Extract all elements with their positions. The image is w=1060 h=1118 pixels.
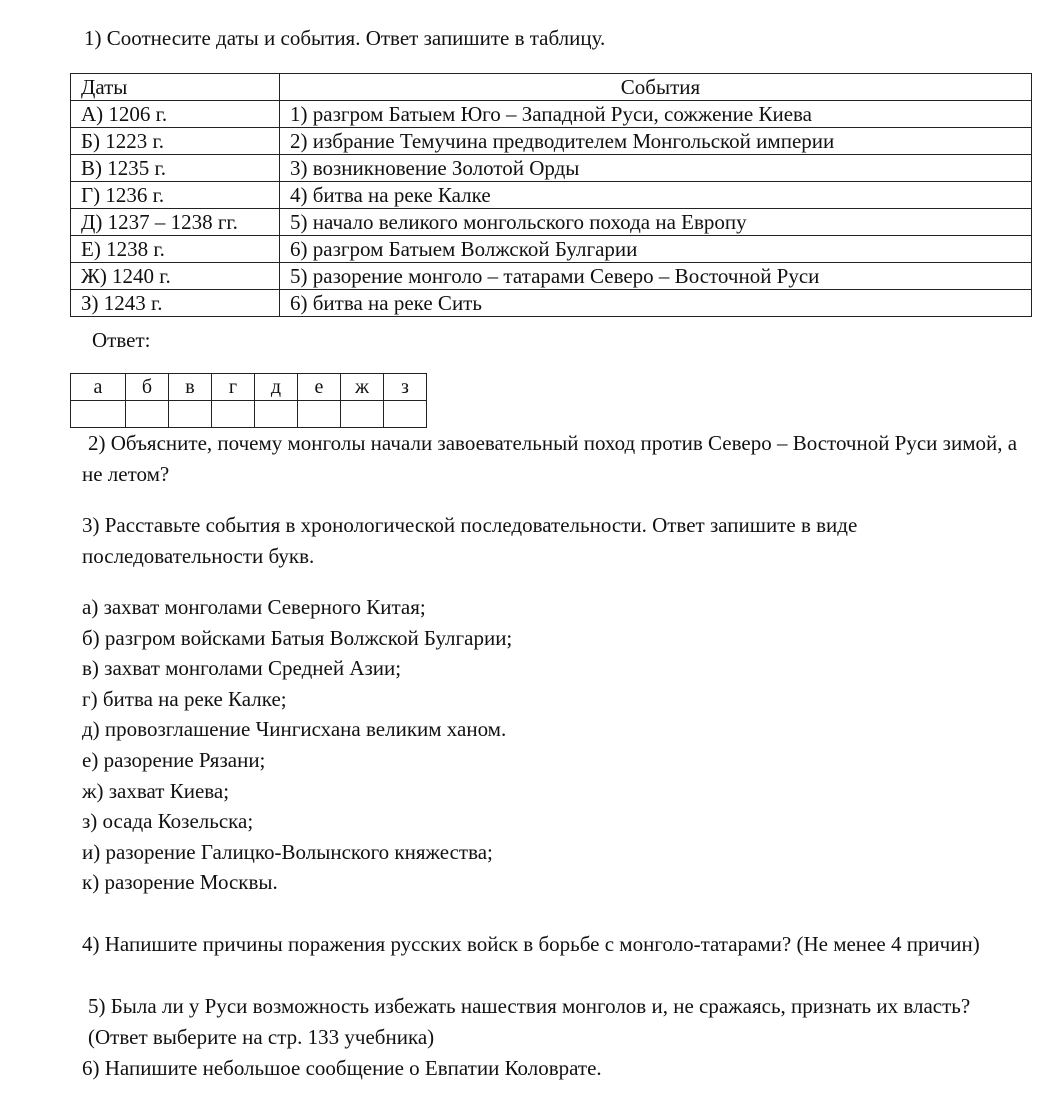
answer-cell[interactable] bbox=[298, 401, 341, 428]
event-cell: 3) возникновение Золотой Орды bbox=[280, 155, 1032, 182]
answer-cell[interactable] bbox=[384, 401, 427, 428]
list-item: б) разгром войсками Батыя Волжской Булгарии; bbox=[82, 625, 513, 650]
answer-label: Ответ: bbox=[92, 328, 151, 352]
list-item: е) разорение Рязани; bbox=[82, 747, 266, 772]
header-dates: Даты bbox=[71, 74, 280, 101]
answer-table bbox=[70, 373, 427, 428]
date-cell: А) 1206 г. bbox=[71, 101, 280, 128]
answer-letter: а bbox=[71, 374, 126, 401]
answer-cell[interactable] bbox=[169, 401, 212, 428]
question-6: 6) Напишите небольшое сообщение о Евпатии Коловрате. bbox=[82, 1056, 602, 1080]
list-item: ж) захват Киева; bbox=[82, 778, 230, 803]
event-cell: 5) начало великого монгольского похода на Европу bbox=[280, 209, 1032, 236]
answer-letter: г bbox=[212, 374, 255, 401]
answer-letter: д bbox=[255, 374, 298, 401]
date-cell: З) 1243 г. bbox=[71, 290, 280, 317]
date-cell: Г) 1236 г. bbox=[71, 182, 280, 209]
date-cell: Б) 1223 г. bbox=[71, 128, 280, 155]
table-row bbox=[71, 155, 1032, 182]
event-cell: 6) битва на реке Сить bbox=[280, 290, 1032, 317]
answer-letter: е bbox=[298, 374, 341, 401]
answer-letter: з bbox=[384, 374, 427, 401]
answer-letter: б bbox=[126, 374, 169, 401]
event-cell: 1) разгром Батыем Юго – Западной Руси, сожжение Киева bbox=[280, 101, 1032, 128]
table-row bbox=[71, 263, 1032, 290]
answer-cell[interactable] bbox=[126, 401, 169, 428]
table-row bbox=[71, 290, 1032, 317]
table-row bbox=[71, 236, 1032, 263]
date-cell: Е) 1238 г. bbox=[71, 236, 280, 263]
event-cell: 2) избрание Темучина предводителем Монгольской империи bbox=[280, 128, 1032, 155]
date-cell: Д) 1237 – 1238 гг. bbox=[71, 209, 280, 236]
answer-cell[interactable] bbox=[71, 401, 126, 428]
dates-events-table bbox=[70, 73, 1032, 317]
list-item: д) провозглашение Чингисхана великим ханом. bbox=[82, 717, 507, 742]
list-item: и) разорение Галицко-Волынского княжества; bbox=[82, 839, 493, 864]
event-cell: 5) разорение монголо – татарами Северо – Восточной Руси bbox=[280, 263, 1032, 290]
answer-input-row bbox=[71, 401, 427, 428]
list-item: в) захват монголами Средней Азии; bbox=[82, 656, 402, 681]
answer-letter: ж bbox=[341, 374, 384, 401]
date-cell: В) 1235 г. bbox=[71, 155, 280, 182]
event-cell: 4) битва на реке Калке bbox=[280, 182, 1032, 209]
question-2: 2) Объясните, почему монголы начали завоевательный поход против Северо – Восточной Руси зимой, а не летом? bbox=[82, 431, 1018, 486]
answer-letter: в bbox=[169, 374, 212, 401]
chronology-list bbox=[82, 592, 512, 898]
answer-cell[interactable] bbox=[212, 401, 255, 428]
answer-cell[interactable] bbox=[341, 401, 384, 428]
table-row bbox=[71, 101, 1032, 128]
list-item: г) битва на реке Калке; bbox=[82, 686, 287, 711]
answer-cell[interactable] bbox=[255, 401, 298, 428]
header-events: События bbox=[280, 74, 1032, 101]
list-item: к) разорение Москвы. bbox=[82, 870, 278, 895]
list-item: з) осада Козельска; bbox=[82, 809, 254, 834]
table-header-row bbox=[71, 74, 1032, 101]
question-3-prompt: 3) Расставьте события в хронологической последовательности. Ответ запишите в виде последовательности букв. bbox=[82, 513, 858, 568]
question-5: 5) Была ли у Руси возможность избежать нашествия монголов и, не сражаясь, признать их власть? (Ответ выберите на стр. 133 учебника) bbox=[88, 994, 971, 1049]
table-row bbox=[71, 128, 1032, 155]
event-cell: 6) разгром Батыем Волжской Булгарии bbox=[280, 236, 1032, 263]
table-row bbox=[71, 209, 1032, 236]
question-1-prompt: 1) Соотнесите даты и события. Ответ запишите в таблицу. bbox=[84, 26, 606, 50]
question-4: 4) Напишите причины поражения русских войск в борьбе с монголо-татарами? (Не менее 4 причин) bbox=[82, 932, 980, 956]
date-cell: Ж) 1240 г. bbox=[71, 263, 280, 290]
table-row bbox=[71, 182, 1032, 209]
answer-letters-row bbox=[71, 374, 427, 401]
list-item: а) захват монголами Северного Китая; bbox=[82, 595, 426, 619]
